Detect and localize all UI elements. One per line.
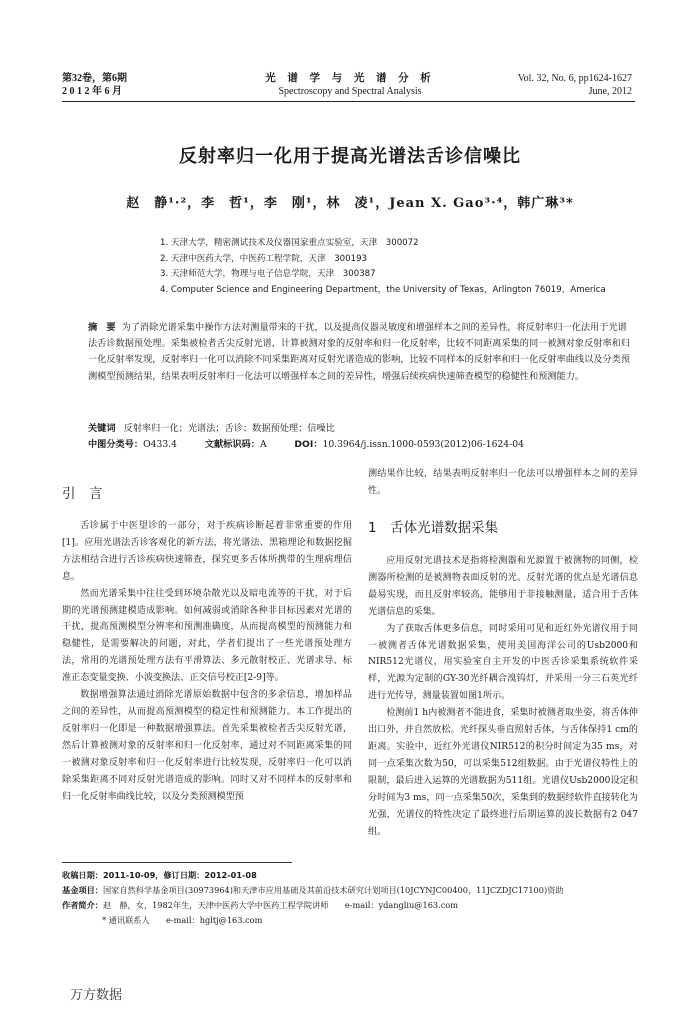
section1-heading: 1 舌体光谱数据采集 [368, 520, 499, 536]
paragraph: 数据增强算法通过消除光谱原始数据中包含的多余信息，增加样品之间的差异性，从而提高预测模型的稳定性和预测能力。本工作提出的反射率归一化即是一种数据增强算法。首先采集被检者舌尖反射光谱，然后计算被测对象的反射率和归一化反射率，通过对不同距离采集的同一被测对象反射率和归一化反射率进行比较发现，反射率归一化可以消除采集距离不同对反射光谱造成的影响。同时又对不同样本的反射率和归一化反射率曲线比较，以及分类预测模型预 [62, 690, 352, 802]
intro-body [62, 518, 352, 805]
journal-name: 光 谱 学 与 光 谱 分 析 Spectroscopy and Spectral Analysis [265, 72, 435, 97]
journal-volume-en: Vol. 32, No. 6, pp1624-1627 June, 2012 [517, 73, 632, 97]
keywords-text: 反射率归一化；光谱法；舌诊；数据预处理；信噪比 [123, 423, 335, 434]
paragraph: 然而光谱采集中往往受到环境杂散光以及暗电流等的干扰，对于后期的光谱预测建模造成影响。如何减弱或消除各种非目标因素对光谱的干扰，提高预测模型分辨率和预测准确度，从而提高模型的预测能力和稳健性，是需要解决的问题，对此，学者们提出了一些光谱预处理方法，常用的光谱预处理方法有平滑算法、多元散射校正、光谱求导、标准正态变量变换、小波变换法、正交信号校正[2-9]等。 [62, 588, 352, 684]
section1-body [368, 553, 638, 840]
abstract [88, 320, 636, 385]
footnotes: 收稿日期：2011-10-09，修订日期：2012-01-08 基金项目：国家自然科学基金项目(30973964)和天津市应用基础及其前沿技术研究计划项目(10JCYNJC00400，11JCZDJC17100)资助 作者简介：赵 静，女，1982年生，天津中医药大学中医药工程学院讲师 e-mail：ydangliu@163.com * 通讯联系人 e-mail：hgltj@163.com [62, 870, 564, 925]
header-rule [62, 101, 635, 102]
affiliations [160, 236, 606, 298]
paragraph: 舌诊属于中医望诊的一部分，对于疾病诊断起着非常重要的作用[1]。应用光谱法舌诊客观化的新方法，将光谱法、黑箱理论和数据挖掘方法相结合进行舌诊疾病快速筛查，探究更多舌体所携带的生理病理信息。 [62, 521, 352, 582]
affiliation-item: 4. Computer Science and Engineering Department，the University of Texas，Arlington 76019，America [160, 284, 606, 295]
keywords-block [88, 421, 636, 453]
paragraph: 检测前1 h内被测者不能进食，采集时被测者取坐姿，将舌体伸出口外，并自然放松。光纤探头垂直照射舌体，与舌体保持1 cm的距离。实验中，近红外光谱仪NIR512的积分时间定为35 ms，对同一点采集次数为50，可以采集512组数据。由于光谱仪特性上的限制，最后进入运算的光谱数据为511组。光谱仪Usb2000设定积分时间为3 ms，同一点采集50次，采集到的数据经软件直接转化为光强，光谱仪的特性决定了最终进行后期运算的波长数据有2 047组。 [368, 708, 638, 837]
paper-title: 反射率归一化用于提高光谱法舌诊信噪比 [179, 146, 521, 167]
journal-volume-cn: 第32卷，第6期 2 0 1 2 年 6 月 [62, 73, 127, 97]
intro-heading: 引 言 [62, 486, 103, 502]
watermark: 万方数据 [70, 988, 123, 1003]
abstract-label: 摘 要 [88, 322, 116, 333]
author-list: 赵 静¹·²，李 哲¹，李 刚¹，林 凌¹，Jean X. Gao³·⁴，韩广琳³* [126, 196, 574, 211]
affiliation-item: 1. 天津大学，精密测试技术及仪器国家重点实验室，天津 300072 [160, 238, 419, 248]
intro-continuation: 测结果作比较，结果表明反射率归一化法可以增强样本之间的差异性。 [368, 469, 638, 496]
paragraph: 应用反射光谱技术是指将检测器和光源置于被测物的同侧，检测器所检测的是被测物表面反射的光。反射光谱的优点是光谱信息最易实现，而且反射率较高，能够用于非接触测量，适合用于舌体光谱信息的采集。 [368, 556, 638, 617]
keywords-label: 关键词 [88, 423, 116, 434]
paragraph: 为了获取舌体更多信息，同时采用可见和近红外光谱仪用于同一被测者舌体光谱数据采集，使用美国海洋公司的Usb2000和NIR512光谱仪，用实验室自主开发的中医舌诊采集系统软件采样，光源为定制的GY-30光纤耦合溴钨灯，并采用一分三石英光纤进行光传导，测量装置如图1所示。 [368, 623, 638, 702]
abstract-text: 为了消除光谱采集中操作方法对测量带来的干扰，以及提高仪器灵敏度和增强样本之间的差异性，将反射率归一化法用于光谱法舌诊数据预处理。采集被检者舌尖反射光谱，计算被测对象的反射率和归一化反射率，比较不同距离采集的同一被测对象反射率和归一化反射率发现，反射率归一化可以消除不同采集距离对反射光谱造成的影响，比较不同样本的反射率和归一化反射率曲线以及分类预测模型预测结果，结果表明反射率归一化法可以增强样本之间的差异性，增强后续疾病快速筛查模型的稳健性和预测能力。 [88, 322, 631, 382]
affiliation-item: 3. 天津师范大学，物理与电子信息学院，天津 300387 [160, 269, 376, 279]
footnote-rule [62, 862, 292, 863]
classification-line: 中图分类号：O433.4 文献标识码：A DOI：10.3964/j.issn.1000-0593(2012)06-1624-04 [88, 439, 524, 450]
affiliation-item: 2. 天津中医药大学，中医药工程学院，天津 300193 [160, 253, 368, 264]
